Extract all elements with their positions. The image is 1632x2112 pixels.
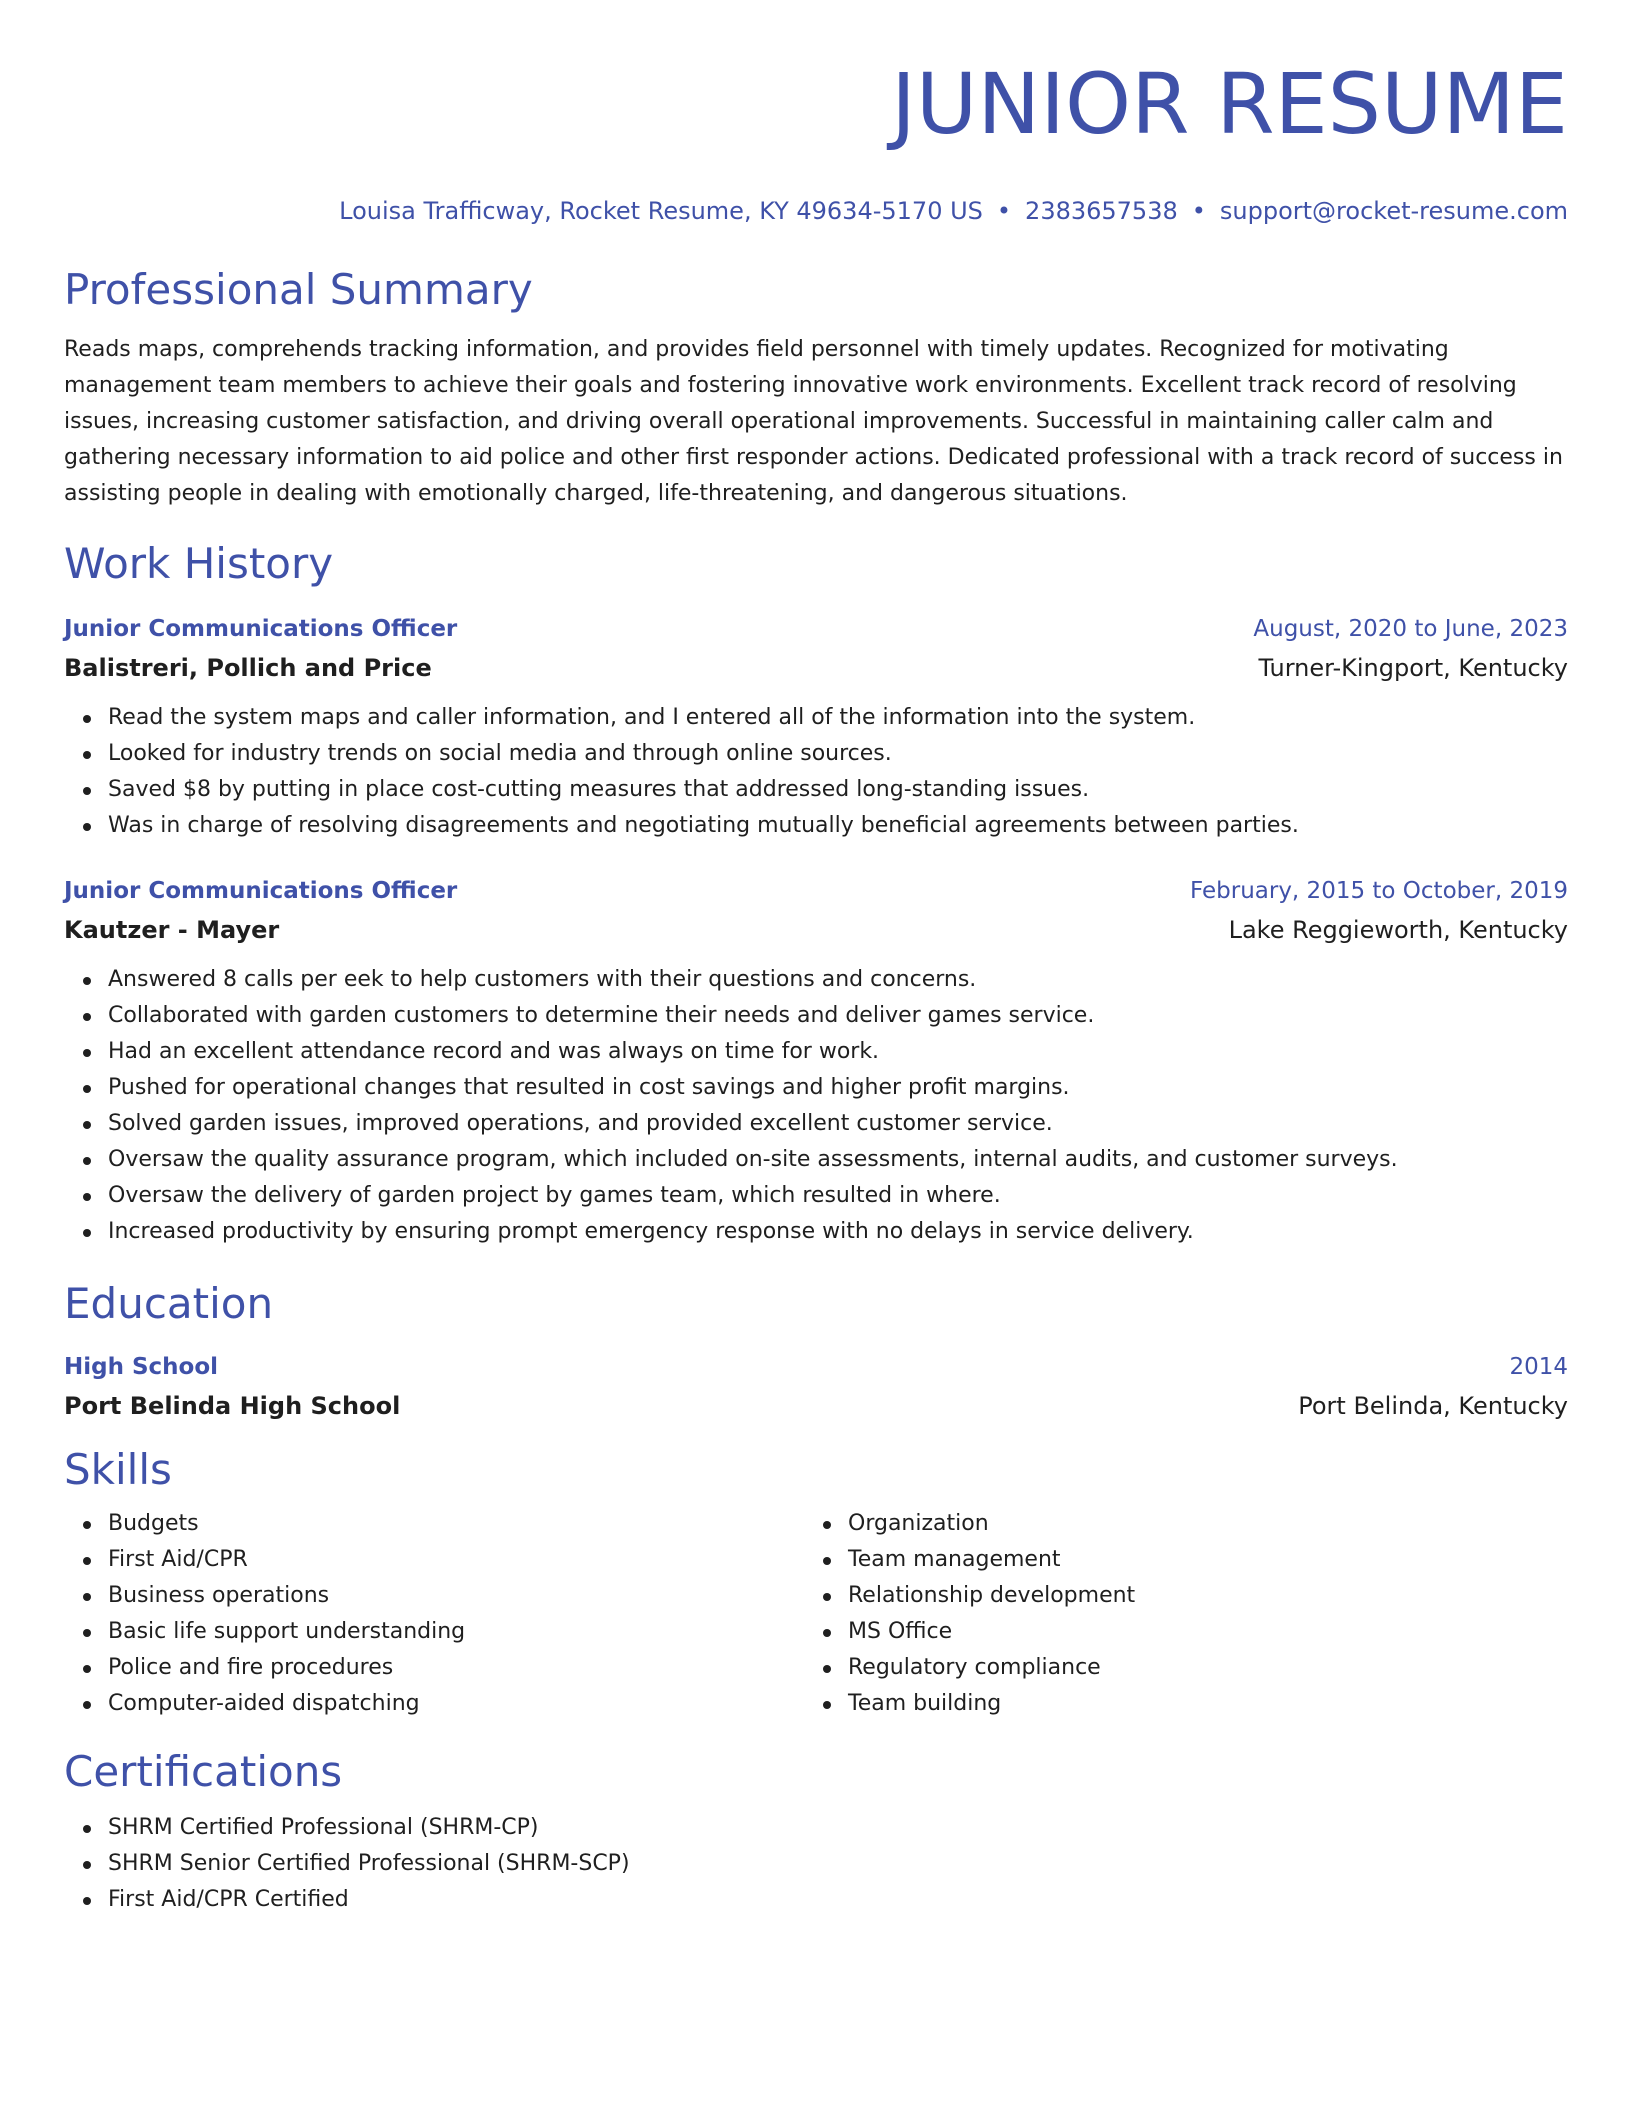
certifications-list [64,1810,1568,1918]
certification-item: First Aid/CPR Certified [108,1882,1568,1918]
section-title-summary: Professional Summary [64,265,533,314]
skill-item: Business operations [108,1578,804,1614]
job-bullet: Oversaw the delivery of garden project by games team, which resulted in where. [108,1178,1568,1214]
job-bullet-list [64,962,1568,1250]
contact-email[interactable]: support@rocket-resume.com [1219,197,1568,225]
skills-column-left [64,1506,804,1722]
job-title: Junior Communications Officer [64,616,458,642]
job-bullet: Saved $8 by putting in place cost-cutting measures that addressed long-standing issues. [108,772,1568,808]
education-location: Port Belinda, Kentucky [1298,1392,1568,1420]
section-title-skills: Skills [64,1445,172,1494]
certification-item: SHRM Certified Professional (SHRM-CP) [108,1810,1568,1846]
job-bullet: Looked for industry trends on social media and through online sources. [108,736,1568,772]
contact-separator: • [996,197,1012,225]
skills-column-right [804,1506,1544,1722]
contact-address: Louisa Trafficway, Rocket Resume, KY 49634-5170 US [339,197,983,225]
job-employer: Kautzer - Mayer [64,916,280,944]
section-title-education: Education [64,1279,274,1328]
education-degree: High School [64,1354,219,1380]
job-bullet: Solved garden issues, improved operations, and provided excellent customer service. [108,1106,1568,1142]
job-bullet-list [64,700,1568,844]
skills-list [64,1506,804,1722]
certification-item: SHRM Senior Certified Professional (SHRM-SCP) [108,1846,1568,1882]
job-bullet: Was in charge of resolving disagreements and negotiating mutually beneficial agreements between parties. [108,808,1568,844]
job-bullet: Increased productivity by ensuring prompt emergency response with no delays in service delivery. [108,1214,1568,1250]
resume-title: JUNIOR RESUME [891,55,1568,153]
job-location: Lake Reggieworth, Kentucky [1228,916,1568,944]
skill-item: Organization [848,1506,1544,1542]
job-dates: February, 2015 to October, 2019 [1190,878,1568,904]
job-header-row [64,872,1568,910]
section-title-work-history: Work History [64,539,334,588]
job-bullet: Answered 8 calls per eek to help customers with their questions and concerns. [108,962,1568,998]
job-bullet: Pushed for operational changes that resulted in cost savings and higher profit margins. [108,1070,1568,1106]
education-year: 2014 [1509,1354,1568,1380]
job-bullet: Had an excellent attendance record and was always on time for work. [108,1034,1568,1070]
summary-text: Reads maps, comprehends tracking information, and provides field personnel with timely updates. Recognized for motivating management team members to achieve their goals and fostering innovative work environments. Excellent track record of resolving issues, increasing customer satisfaction, and driving overall operational improvements. Successful in maintaining caller calm and gathering necessary information to aid police and other first responder actions. Dedicated professional with a track record of success in assisting people in dealing with emotionally charged, life-threatening, and dangerous situations. [64,337,1563,506]
education-header-row [64,1348,1568,1386]
education-school-row [64,1386,1568,1426]
job-employer: Balistreri, Pollich and Price [64,654,432,682]
job-bullet: Collaborated with garden customers to determine their needs and deliver games service. [108,998,1568,1034]
skill-item: Team management [848,1542,1544,1578]
skill-item: Police and fire procedures [108,1650,804,1686]
skill-item: Computer-aided dispatching [108,1686,804,1722]
skill-item: Basic life support understanding [108,1614,804,1650]
education-school: Port Belinda High School [64,1392,401,1420]
contact-separator: • [1191,197,1206,225]
contact-line [64,194,1568,228]
job-employer-row [64,910,1568,950]
job-dates: August, 2020 to June, 2023 [1253,616,1568,642]
job-header-row [64,610,1568,648]
job-employer-row [64,648,1568,688]
skill-item: MS Office [848,1614,1544,1650]
skill-item: Team building [848,1686,1544,1722]
job-bullet: Oversaw the quality assurance program, which included on-site assessments, internal audits, and customer surveys. [108,1142,1568,1178]
job-title: Junior Communications Officer [64,878,458,904]
education-entry [64,1348,1568,1426]
job-entry [64,610,1568,844]
job-entry [64,872,1568,1250]
skill-item: First Aid/CPR [108,1542,804,1578]
job-bullet: Read the system maps and caller information, and I entered all of the information into the system. [108,700,1568,736]
contact-phone: 2383657538 [1025,197,1178,225]
skills-grid [64,1506,1568,1722]
skill-item: Budgets [108,1506,804,1542]
skills-list [804,1506,1544,1722]
section-title-certifications: Certifications [64,1747,343,1796]
skill-item: Relationship development [848,1578,1544,1614]
job-location: Turner-Kingport, Kentucky [1258,654,1568,682]
skill-item: Regulatory compliance [848,1650,1544,1686]
